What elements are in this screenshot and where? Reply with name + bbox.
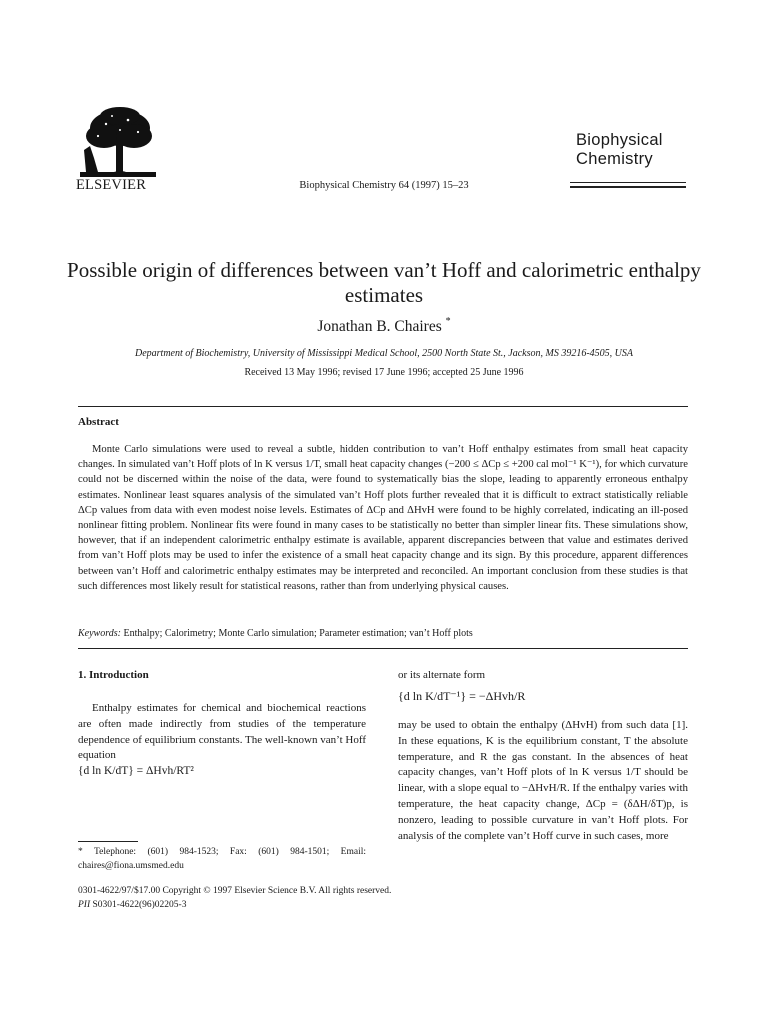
author-footnote: * Telephone: (601) 984-1523; Fax: (601) 984-1501; Email: chaires@fiona.umsmed.edu <box>78 847 366 871</box>
author-affiliation: Department of Biochemistry, University of Mississippi Medical School, 2500 North State St., Jackson, MS 39216-4505, USA <box>135 348 633 359</box>
alternate-form-text: or its alternate form <box>398 669 486 681</box>
pii-value: S0301-4622(96)02205-3 <box>92 900 187 910</box>
journal-citation: Biophysical Chemistry 64 (1997) 15–23 <box>299 180 469 191</box>
received-dates: Received 13 May 1996; revised 17 June 1996; accepted 25 June 1996 <box>244 367 524 378</box>
author-name <box>0 318 768 336</box>
abstract-heading: Abstract <box>78 416 119 428</box>
equation-alternate: {d ln K/dT⁻¹} = −ΔHvh/R <box>398 689 526 703</box>
right-column-paragraph: may be used to obtain the enthalpy (ΔHvH) from such data [1]. In these equations, K is the equilibrium constant, T the absolute temperature, and R the gas constant. In the absences of heat capacity changes, van’t Hoff plots of ln K versus 1/T should be linear, with a slope equal to −ΔHvH/R. If the enthalpy varies with temperature, the heat capacity change, ΔCp = (δΔH/δT)p, is nonzero, leading to possible curvature in van’t Hoff plots. For analysis of the complete van’t Hoff curve in such cases, more <box>398 719 688 842</box>
equation-vant-hoff: {d ln K/dT} = ΔHvh/RT² <box>78 765 194 777</box>
journal-brand-line1: Biophysical <box>576 131 663 149</box>
journal-brand-line2: Chemistry <box>576 150 653 168</box>
publisher-name: ELSEVIER <box>76 177 147 193</box>
keywords-list: Enthalpy; Calorimetry; Monte Carlo simulation; Parameter estimation; van’t Hoff plots <box>123 628 473 639</box>
elsevier-tree-logo <box>76 106 158 180</box>
pii-line <box>78 898 186 912</box>
author-footnote-mark: * <box>445 316 451 327</box>
keywords-line <box>78 628 473 639</box>
intro-paragraph: Enthalpy estimates for chemical and biochemical reactions are often made indirectly from studies of the temperature dependence of equilibrium constants. The well-known van’t Hoff equation <box>78 702 366 762</box>
copyright-line: 0301-4622/97/$17.00 Copyright © 1997 Elsevier Science B.V. All rights reserved. <box>78 886 392 896</box>
paper-title: Possible origin of differences between van’t Hoff and calorimetric enthalpy estimates <box>67 258 701 307</box>
abstract-bottom-rule <box>78 648 688 649</box>
section-heading-introduction: 1. Introduction <box>78 669 149 681</box>
footnote-rule <box>78 841 138 842</box>
journal-brand <box>576 131 663 169</box>
abstract-body: Monte Carlo simulations were used to reveal a subtle, hidden contribution to van’t Hoff enthalpy estimates from small heat capacity changes. In simulated van’t Hoff plots of ln K versus 1/T, small heat capacity changes (−200 ≤ ΔCp ≤ +200 cal mol⁻¹ K⁻¹), for which curvature could not be discerned within the noise of the data, were found to systematically bias the slope, leading to apparently erroneous enthalpy estimates. Nonlinear least squares analysis of the simulated van’t Hoff plots further revealed that it is difficult to extract statistically reliable ΔCp values from data with even modest noise levels. Estimates of ΔCp and ΔHvH were found to be highly correlated, indicating an ill-posed nonlinear fitting problem. Nonlinear fits were found in many cases to be statistically no better than simpler linear fits. These simulations show, however, that if an independent calorimetric enthalpy estimate is available, apparent discrepancies between that value and estimates derived from van’t Hoff plots may be used to infer the existence of a small heat capacity change and its sign. By this procedure, apparent differences between van’t Hoff and calorimetric enthalpy estimates may be interpreted and reconciled. An important conclusion from these studies is that such differences most likely result for statistical reasons, rather than from underlying physical causes. <box>78 444 688 592</box>
keywords-label: Keywords: <box>78 628 121 639</box>
header-rule-top <box>570 182 686 183</box>
pii-label: PII <box>78 900 91 910</box>
header-rule-bottom <box>570 186 686 188</box>
abstract-top-rule <box>78 406 688 407</box>
author-name-text: Jonathan B. Chaires <box>317 318 442 335</box>
